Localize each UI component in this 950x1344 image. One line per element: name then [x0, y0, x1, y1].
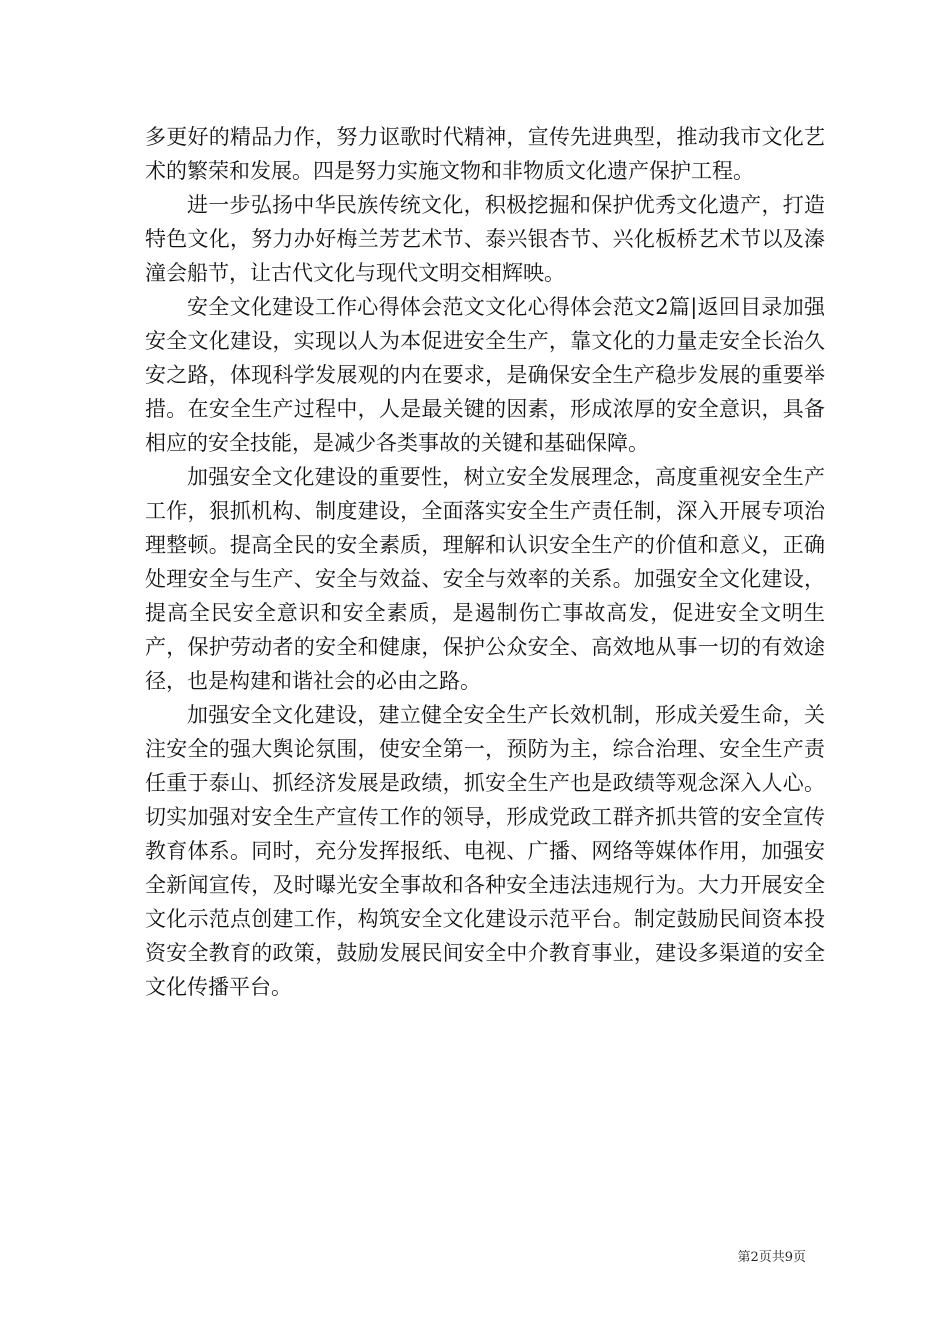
- paragraph-1: 多更好的精品力作，努力讴歌时代精神，宣传先进典型，推动我市文化艺术的繁荣和发展。四是努力实施文物和非物质文化遗产保护工程。: [145, 125, 825, 183]
- paragraph-4: 加强安全文化建设的重要性，树立安全发展理念，高度重视安全生产工作，狠抓机构、制度建设，全面落实安全生产责任制，深入开展专项治理整顿。提高全民的安全素质，理解和认识安全生产的价值和意义，正确处理安全与生产、安全与效益、安全与效率的关系。加强安全文化建设，提高全民安全意识和安全素质，是遏制伤亡事故高发，促进安全文明生产，保护劳动者的安全和健康，保护公众安全、高效地从事一切的有效途径，也是构建和谐社会的必由之路。: [145, 465, 825, 693]
- paragraph-5: 加强安全文化建设，建立健全安全生产长效机制，形成关爱生命，关注安全的强大舆论氛围，使安全第一，预防为主，综合治理、安全生产责任重于泰山、抓经济发展是政绩，抓安全生产也是政绩等观念深入人心。切实加强对安全生产宣传工作的领导，形成党政工群齐抓共管的安全宣传教育体系。同时，充分发挥报纸、电视、广播、网络等媒体作用，加强安全新闻宣传，及时曝光安全事故和各种安全违法违规行为。大力开展安全文化示范点创建工作，构筑安全文化建设示范平台。制定鼓励民间资本投资安全教育的政策，鼓励发展民间安全中介教育事业，建设多渠道的安全文化传播平台。: [145, 703, 825, 999]
- paragraph-3: 安全文化建设工作心得体会范文文化心得体会范文2篇|返回目录加强安全文化建设，实现以人为本促进安全生产，靠文化的力量走安全长治久安之路，体现科学发展观的内在要求，是确保安全生产稳步发展的重要举措。在安全生产过程中，人是最关键的因素，形成浓厚的安全意识，具备相应的安全技能，是减少各类事故的关键和基础保障。: [145, 295, 825, 455]
- page-number-footer: 第2页共9页: [737, 1250, 806, 1265]
- document-body: [145, 120, 825, 1004]
- paragraph-2: 进一步弘扬中华民族传统文化，积极挖掘和保护优秀文化遗产，打造特色文化，努力办好梅兰芳艺术节、泰兴银杏节、兴化板桥艺术节以及溱潼会船节，让古代文化与现代文明交相辉映。: [145, 193, 825, 285]
